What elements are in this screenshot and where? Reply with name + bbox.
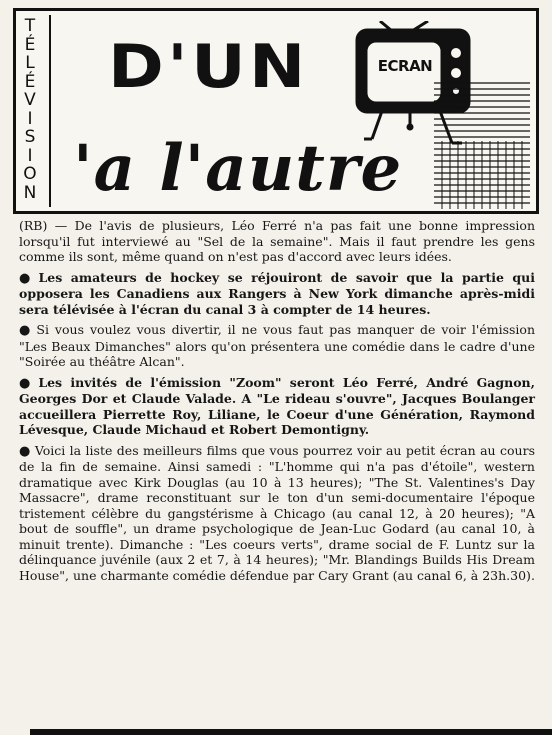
paragraph-hockey xyxy=(19,270,535,318)
vertical-letter: I xyxy=(27,145,33,166)
paragraph-films xyxy=(19,443,535,584)
paragraph-text: Les amateurs de hockey se réjouiront de savoir que la partie qui opposera les Canadiens aux Rangers à New York dimanche après-midi sera télévisée à l'écran du canal 3 à compter de 14 heures. xyxy=(19,269,535,317)
article-body xyxy=(19,218,535,588)
vertical-letter: S xyxy=(24,127,36,147)
paragraph-zoom xyxy=(19,375,535,438)
bullet-icon: ● xyxy=(19,270,35,286)
paragraph-text: Voici la liste des meilleurs films que vous pourrez voir au petit écran au cours de la fin de semaine. Ainsi samedi : "L'homme qui n'a pas d'étoile", western dramatique avec Kirk Douglas (au 10 à 13 heures); "The St. Valentines's Day Massacre", drame reconstituant sur le ton d'un semi-documentaire l'époque tristement célèbre du gangstérisme à Chicago (au canal 12, à 20 heures); "A bout de souffle", un drame psychologique de Jean-Luc Godard (au canal 10, à minuit trente). Dimanche : "Les coeurs verts", drame social de F. Luntz sur la délinquance juvénile (aux 2 et 7, à 14 heures); "Mr. Blandings Builds His Dream House", une charmante comédie défendue par Cary Grant (au canal 6, à 23h.30). xyxy=(19,442,535,583)
paragraph-text: Si vous voulez vous divertir, il ne vous faut pas manquer de voir l'émission "Les Beaux Dimanches" alors qu'on présentera une comédie dans le cadre d'une "Soirée au théâtre Alcan". xyxy=(19,322,535,369)
vertical-label-television xyxy=(18,17,42,202)
vertical-letter: N xyxy=(23,182,37,203)
vertical-letter: V xyxy=(24,90,36,110)
vertical-letter: L xyxy=(25,53,35,73)
title-top: D'UN xyxy=(108,32,309,102)
paragraph-text: Les invités de l'émission "Zoom" seront Léo Ferré, André Gagnon, Georges Dor et Claude Valade. A "Le rideau s'ouvre", Jacques Boulanger accueillera Pierrette Roy, Liliane, le Coeur d'une Génération, Raymond Lévesque, Claude Michaud et Robert Demontigny. xyxy=(19,374,535,437)
bullet-icon: ● xyxy=(19,443,31,459)
bullet-icon: ● xyxy=(19,375,35,391)
bottom-rule xyxy=(30,729,552,735)
vertical-letter: T xyxy=(24,16,36,36)
paragraph-text: (RB) — De l'avis de plusieurs, Léo Ferré n'a pas fait une bonne impression lorsqu'il fut interviewé au "Sel de la semaine". Mais il faut prendre les gens comme ils sont, même quand on n'est pas d'accord avec leurs idées. xyxy=(19,218,535,264)
hatched-lines-decoration xyxy=(434,81,532,214)
screen-word: ECRAN xyxy=(377,57,433,75)
paragraph-beaux-dimanches xyxy=(19,322,535,370)
title-bottom: 'a l'autre xyxy=(73,131,403,206)
vertical-letter: É xyxy=(24,34,36,55)
vertical-letter: I xyxy=(27,108,33,129)
vertical-letter: O xyxy=(23,164,37,184)
column-header xyxy=(13,8,539,214)
vertical-divider xyxy=(49,15,51,207)
paragraph-intro xyxy=(19,218,535,265)
bullet-icon: ● xyxy=(19,323,33,338)
vertical-letter: É xyxy=(24,71,36,92)
